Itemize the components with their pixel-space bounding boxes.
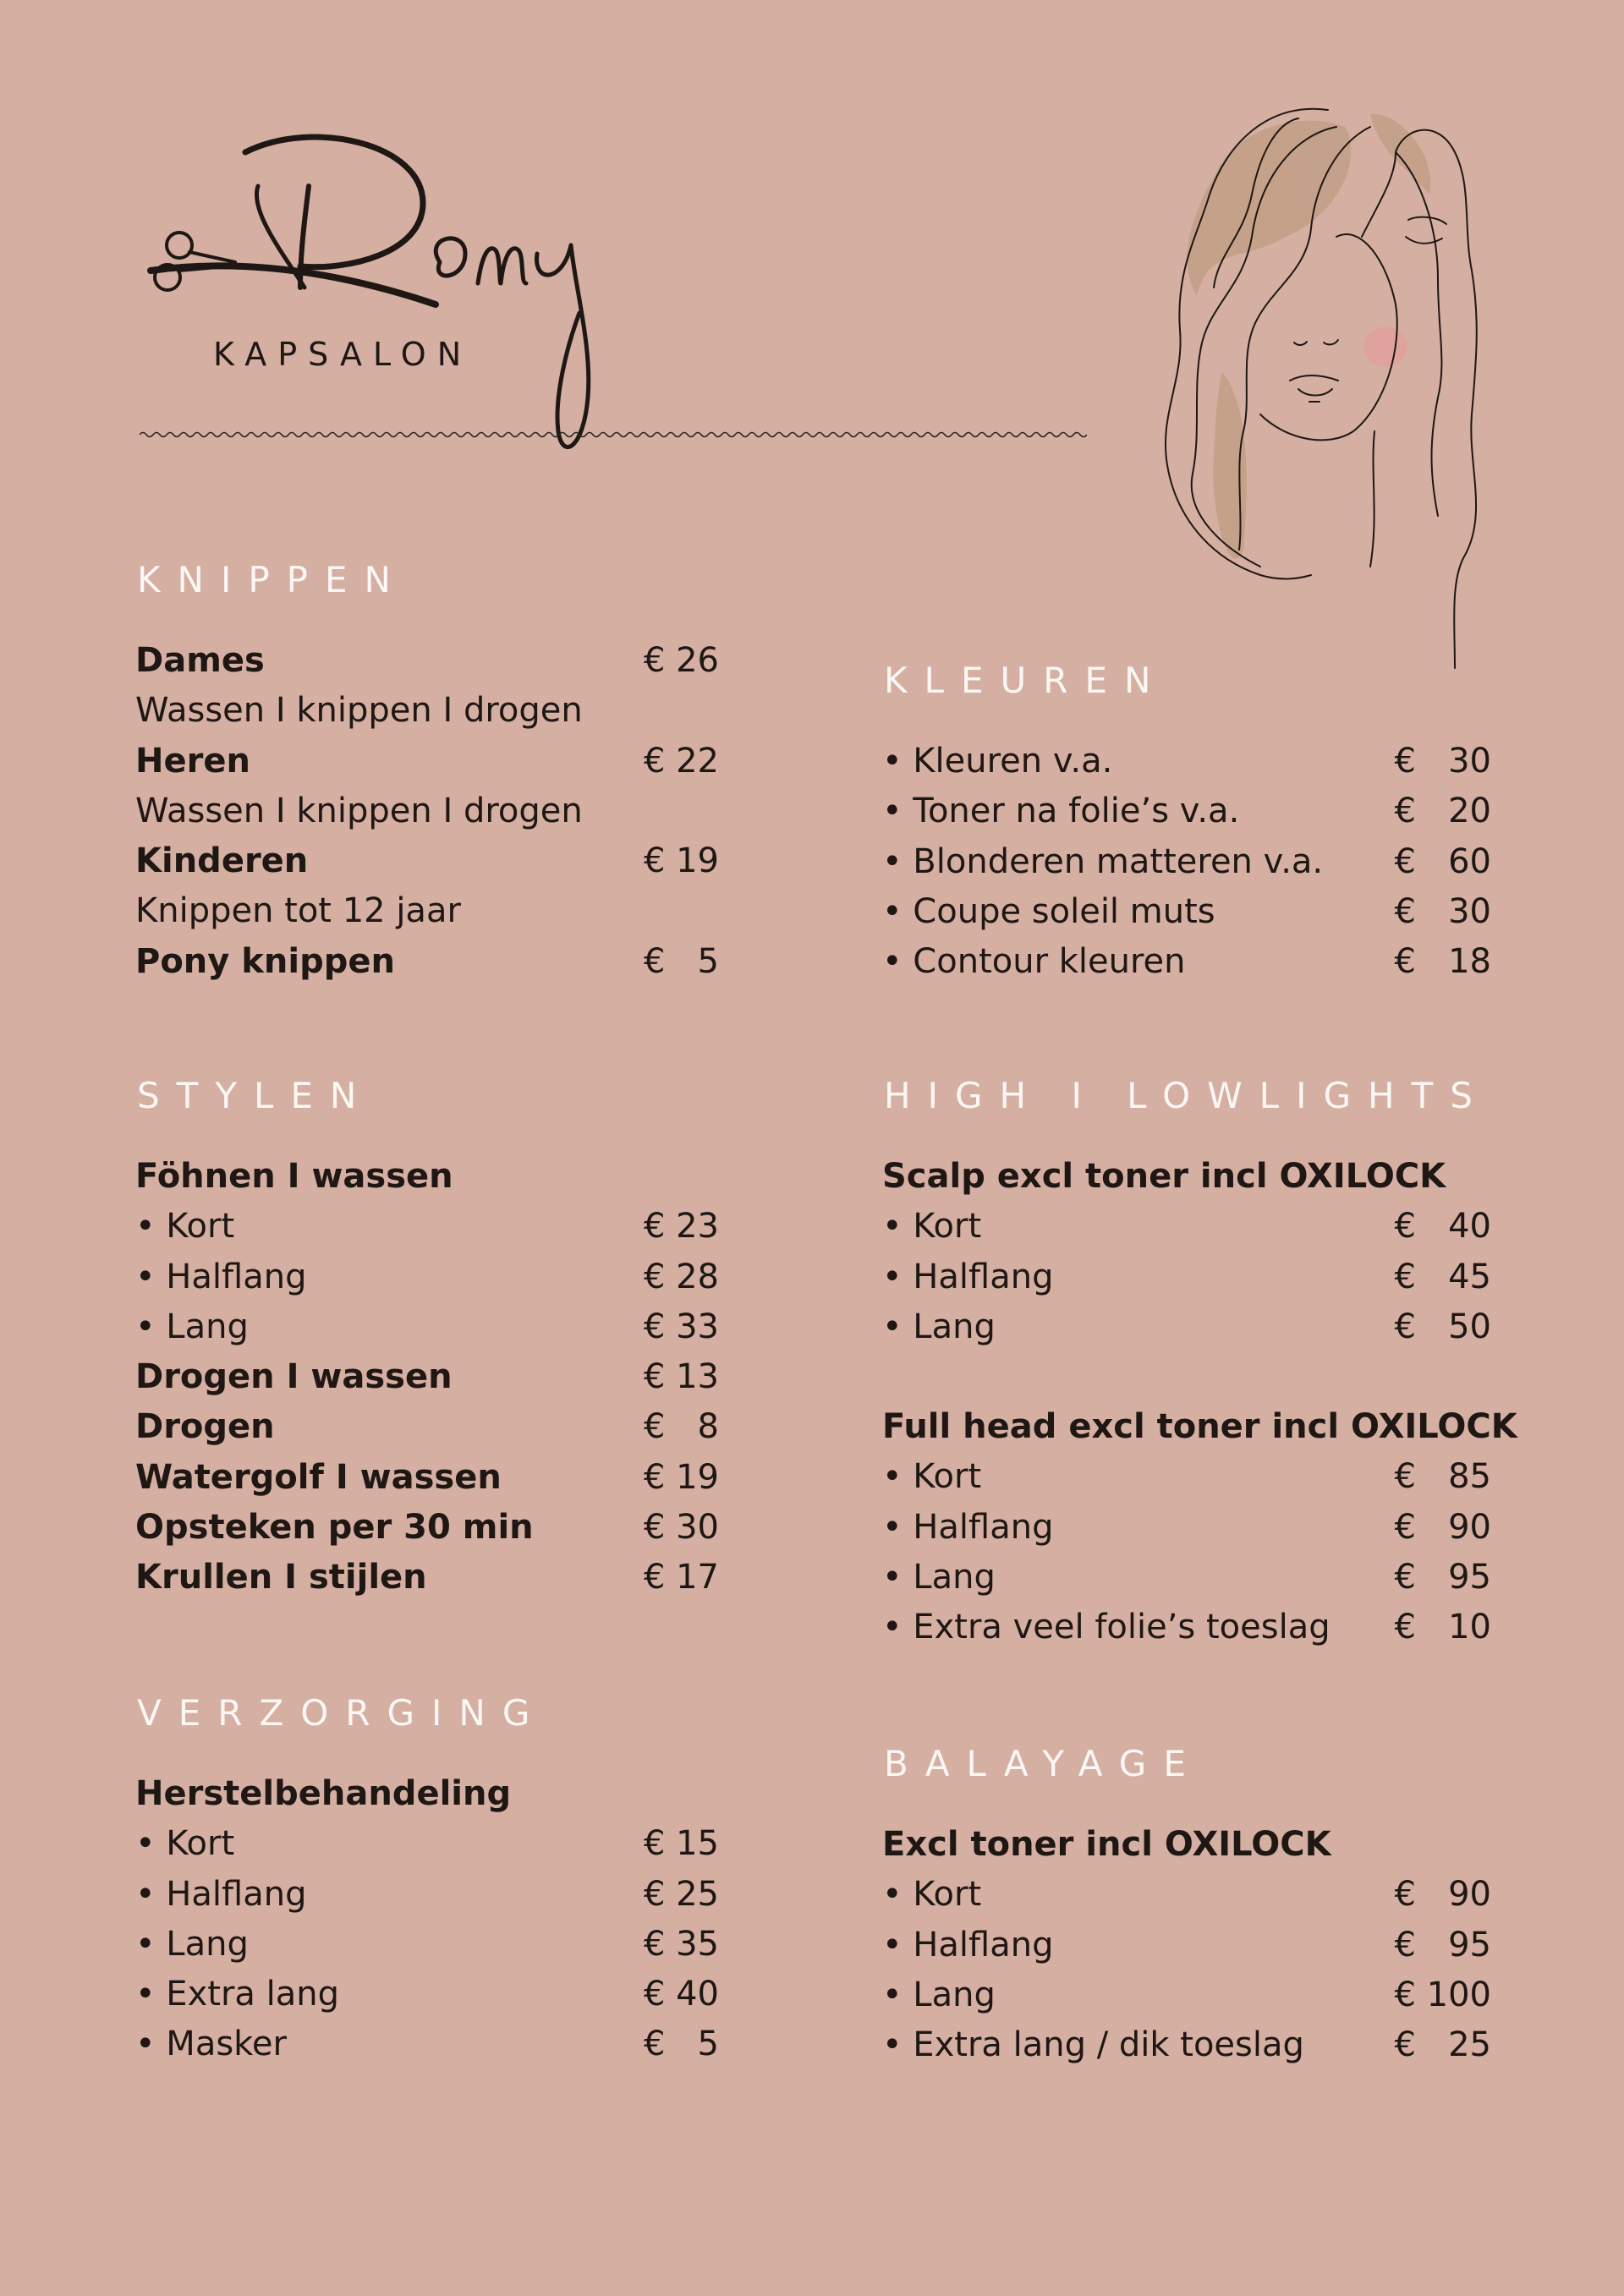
price-row [135, 1503, 719, 1553]
item-name: • Halflang [882, 1925, 1054, 1964]
item-name: Drogen I wassen [135, 1357, 453, 1397]
item-price: € 28 [643, 1257, 719, 1296]
item-price: € 10 [1394, 1608, 1491, 1647]
item-name: Drogen [135, 1407, 275, 1447]
item-name: • Toner na folie’s v.a. [882, 792, 1240, 831]
price-row [135, 1920, 719, 1970]
item-price: € 5 [643, 2025, 719, 2064]
item-price: € 40 [1394, 1207, 1491, 1247]
price-row [882, 786, 1491, 836]
price-list [882, 1820, 1491, 2070]
item-price: € 50 [1394, 1307, 1491, 1346]
romy-logo [135, 127, 660, 465]
item-price: € 25 [1394, 2025, 1491, 2065]
price-row [135, 1453, 719, 1503]
item-name: • Kort [135, 1824, 235, 1864]
item-name: Wassen I knippen I drogen [135, 791, 583, 830]
item-price: € 95 [1394, 1925, 1491, 1964]
section-title: KLEUREN [884, 660, 1168, 701]
item-name: Krullen I stijlen [135, 1558, 427, 1597]
price-list [882, 1152, 1517, 1653]
item-price: € 95 [1394, 1558, 1491, 1597]
row-heading [882, 1402, 1517, 1452]
section-title: VERZORGING [137, 1692, 547, 1734]
price-row [135, 1252, 719, 1302]
row-heading [135, 1769, 719, 1819]
section-title: STYLEN [137, 1075, 374, 1116]
item-name: • Kort [882, 1207, 982, 1247]
row-heading [135, 886, 719, 936]
item-name: Full head excl toner incl OXILOCK [882, 1407, 1517, 1447]
price-row [135, 1819, 719, 1869]
item-price: € 20 [1394, 792, 1491, 831]
price-list [882, 737, 1491, 987]
item-price: € 17 [643, 1558, 719, 1597]
item-price: € 19 [643, 1457, 719, 1497]
price-row [135, 836, 719, 886]
item-price: € 13 [643, 1357, 719, 1397]
section-stylen [135, 1074, 719, 1603]
section-kleuren [882, 659, 1491, 987]
item-price: € 8 [643, 1407, 719, 1447]
scissors-icon [155, 233, 235, 290]
section-high-lowlights [882, 1074, 1517, 1653]
price-row [882, 1970, 1491, 2020]
price-row [882, 1252, 1491, 1302]
item-name: • Lang [882, 1558, 996, 1597]
item-price: € 30 [1394, 742, 1491, 781]
row-heading [882, 1820, 1491, 1870]
item-price: € 26 [643, 641, 719, 680]
price-row [135, 1352, 719, 1402]
item-name: • Kleuren v.a. [882, 742, 1113, 781]
item-name: Excl toner incl OXILOCK [882, 1825, 1331, 1864]
price-row [882, 737, 1491, 786]
price-row [135, 1402, 719, 1452]
item-price: € 90 [1394, 1875, 1491, 1915]
item-name: • Lang [135, 1924, 249, 1964]
price-row [135, 937, 719, 987]
item-name: Pony knippen [135, 941, 395, 981]
price-list [135, 1769, 719, 2070]
item-name: • Blonderen matteren v.a. [882, 841, 1324, 881]
item-name: • Lang [135, 1307, 249, 1346]
item-name: • Masker [135, 2025, 287, 2064]
section-balayage [882, 1742, 1491, 2070]
item-price: € 45 [1394, 1257, 1491, 1296]
price-row [135, 1553, 719, 1603]
item-name: • Contour kleuren [882, 942, 1186, 982]
item-price: € 19 [643, 841, 719, 881]
row-spacer [882, 1352, 1491, 1402]
row-heading [135, 786, 719, 836]
row-heading [135, 1152, 719, 1202]
woman-face-illustration [1116, 76, 1497, 685]
item-price: € 33 [643, 1307, 719, 1346]
price-list [135, 636, 719, 987]
item-name: • Extra lang / dik toeslag [882, 2025, 1304, 2065]
item-price: € 40 [643, 1975, 719, 2014]
price-row [882, 1202, 1491, 1252]
item-name: Kinderen [135, 841, 309, 881]
item-price: € 35 [643, 1924, 719, 1964]
item-price: € 30 [643, 1508, 719, 1548]
section-title: BALAYAGE [884, 1743, 1203, 1784]
wavy-divider [140, 428, 1087, 441]
price-row [135, 2019, 719, 2069]
price-row [882, 1921, 1491, 1970]
price-row [882, 1553, 1491, 1603]
section-verzorging [135, 1691, 719, 2070]
item-name: • Extra veel folie’s toeslag [882, 1608, 1330, 1647]
section-title: HIGH I LOWLIGHTS [884, 1075, 1490, 1116]
price-list [135, 1152, 719, 1603]
item-name: Knippen tot 12 jaar [135, 891, 461, 931]
item-name: • Lang [882, 1307, 996, 1346]
item-name: Dames [135, 641, 265, 680]
item-name: • Halflang [135, 1257, 307, 1296]
section-title: KNIPPEN [137, 559, 408, 600]
price-row [135, 1202, 719, 1252]
item-price: € 30 [1394, 891, 1491, 931]
item-name: • Lang [882, 1975, 996, 2014]
kapsalon-subtitle: KAPSALON [213, 336, 473, 373]
item-price: € 23 [643, 1207, 719, 1247]
item-name: • Halflang [135, 1874, 307, 1914]
price-row [882, 1503, 1491, 1553]
price-row [135, 636, 719, 686]
item-name: • Halflang [882, 1257, 1054, 1296]
row-heading [882, 1152, 1491, 1202]
item-price: € 25 [643, 1874, 719, 1914]
item-name: Wassen I knippen I drogen [135, 691, 583, 731]
item-price: € 22 [643, 741, 719, 781]
price-row [135, 737, 719, 786]
item-name: • Kort [882, 1875, 982, 1915]
price-row [882, 887, 1491, 937]
item-name: Föhnen I wassen [135, 1157, 453, 1196]
item-name: Scalp excl toner incl OXILOCK [882, 1157, 1446, 1196]
section-knippen [135, 558, 719, 987]
item-name: Herstelbehandeling [135, 1774, 512, 1813]
price-row [882, 1870, 1491, 1920]
price-row [135, 1302, 719, 1352]
item-price: € 100 [1394, 1975, 1491, 2014]
item-name: • Coupe soleil muts [882, 891, 1215, 931]
item-name: Watergolf I wassen [135, 1457, 502, 1497]
price-row [882, 2020, 1491, 2070]
price-row [135, 1870, 719, 1920]
item-price: € 15 [643, 1824, 719, 1864]
row-heading [135, 686, 719, 736]
item-price: € 60 [1394, 841, 1491, 881]
item-price: € 90 [1394, 1507, 1491, 1547]
price-row [882, 1452, 1491, 1502]
price-row [882, 937, 1491, 987]
item-name: Opsteken per 30 min [135, 1508, 534, 1548]
item-name: • Halflang [882, 1507, 1054, 1547]
item-name: • Kort [882, 1457, 982, 1497]
item-name: Heren [135, 741, 250, 781]
price-row [882, 1302, 1491, 1352]
item-name: • Extra lang [135, 1975, 339, 2014]
price-row [882, 837, 1491, 887]
item-price: € 5 [643, 941, 719, 981]
item-price: € 18 [1394, 942, 1491, 982]
price-row [882, 1603, 1491, 1652]
item-price: € 85 [1394, 1457, 1491, 1497]
price-row [135, 1970, 719, 2019]
item-name: • Kort [135, 1207, 235, 1247]
